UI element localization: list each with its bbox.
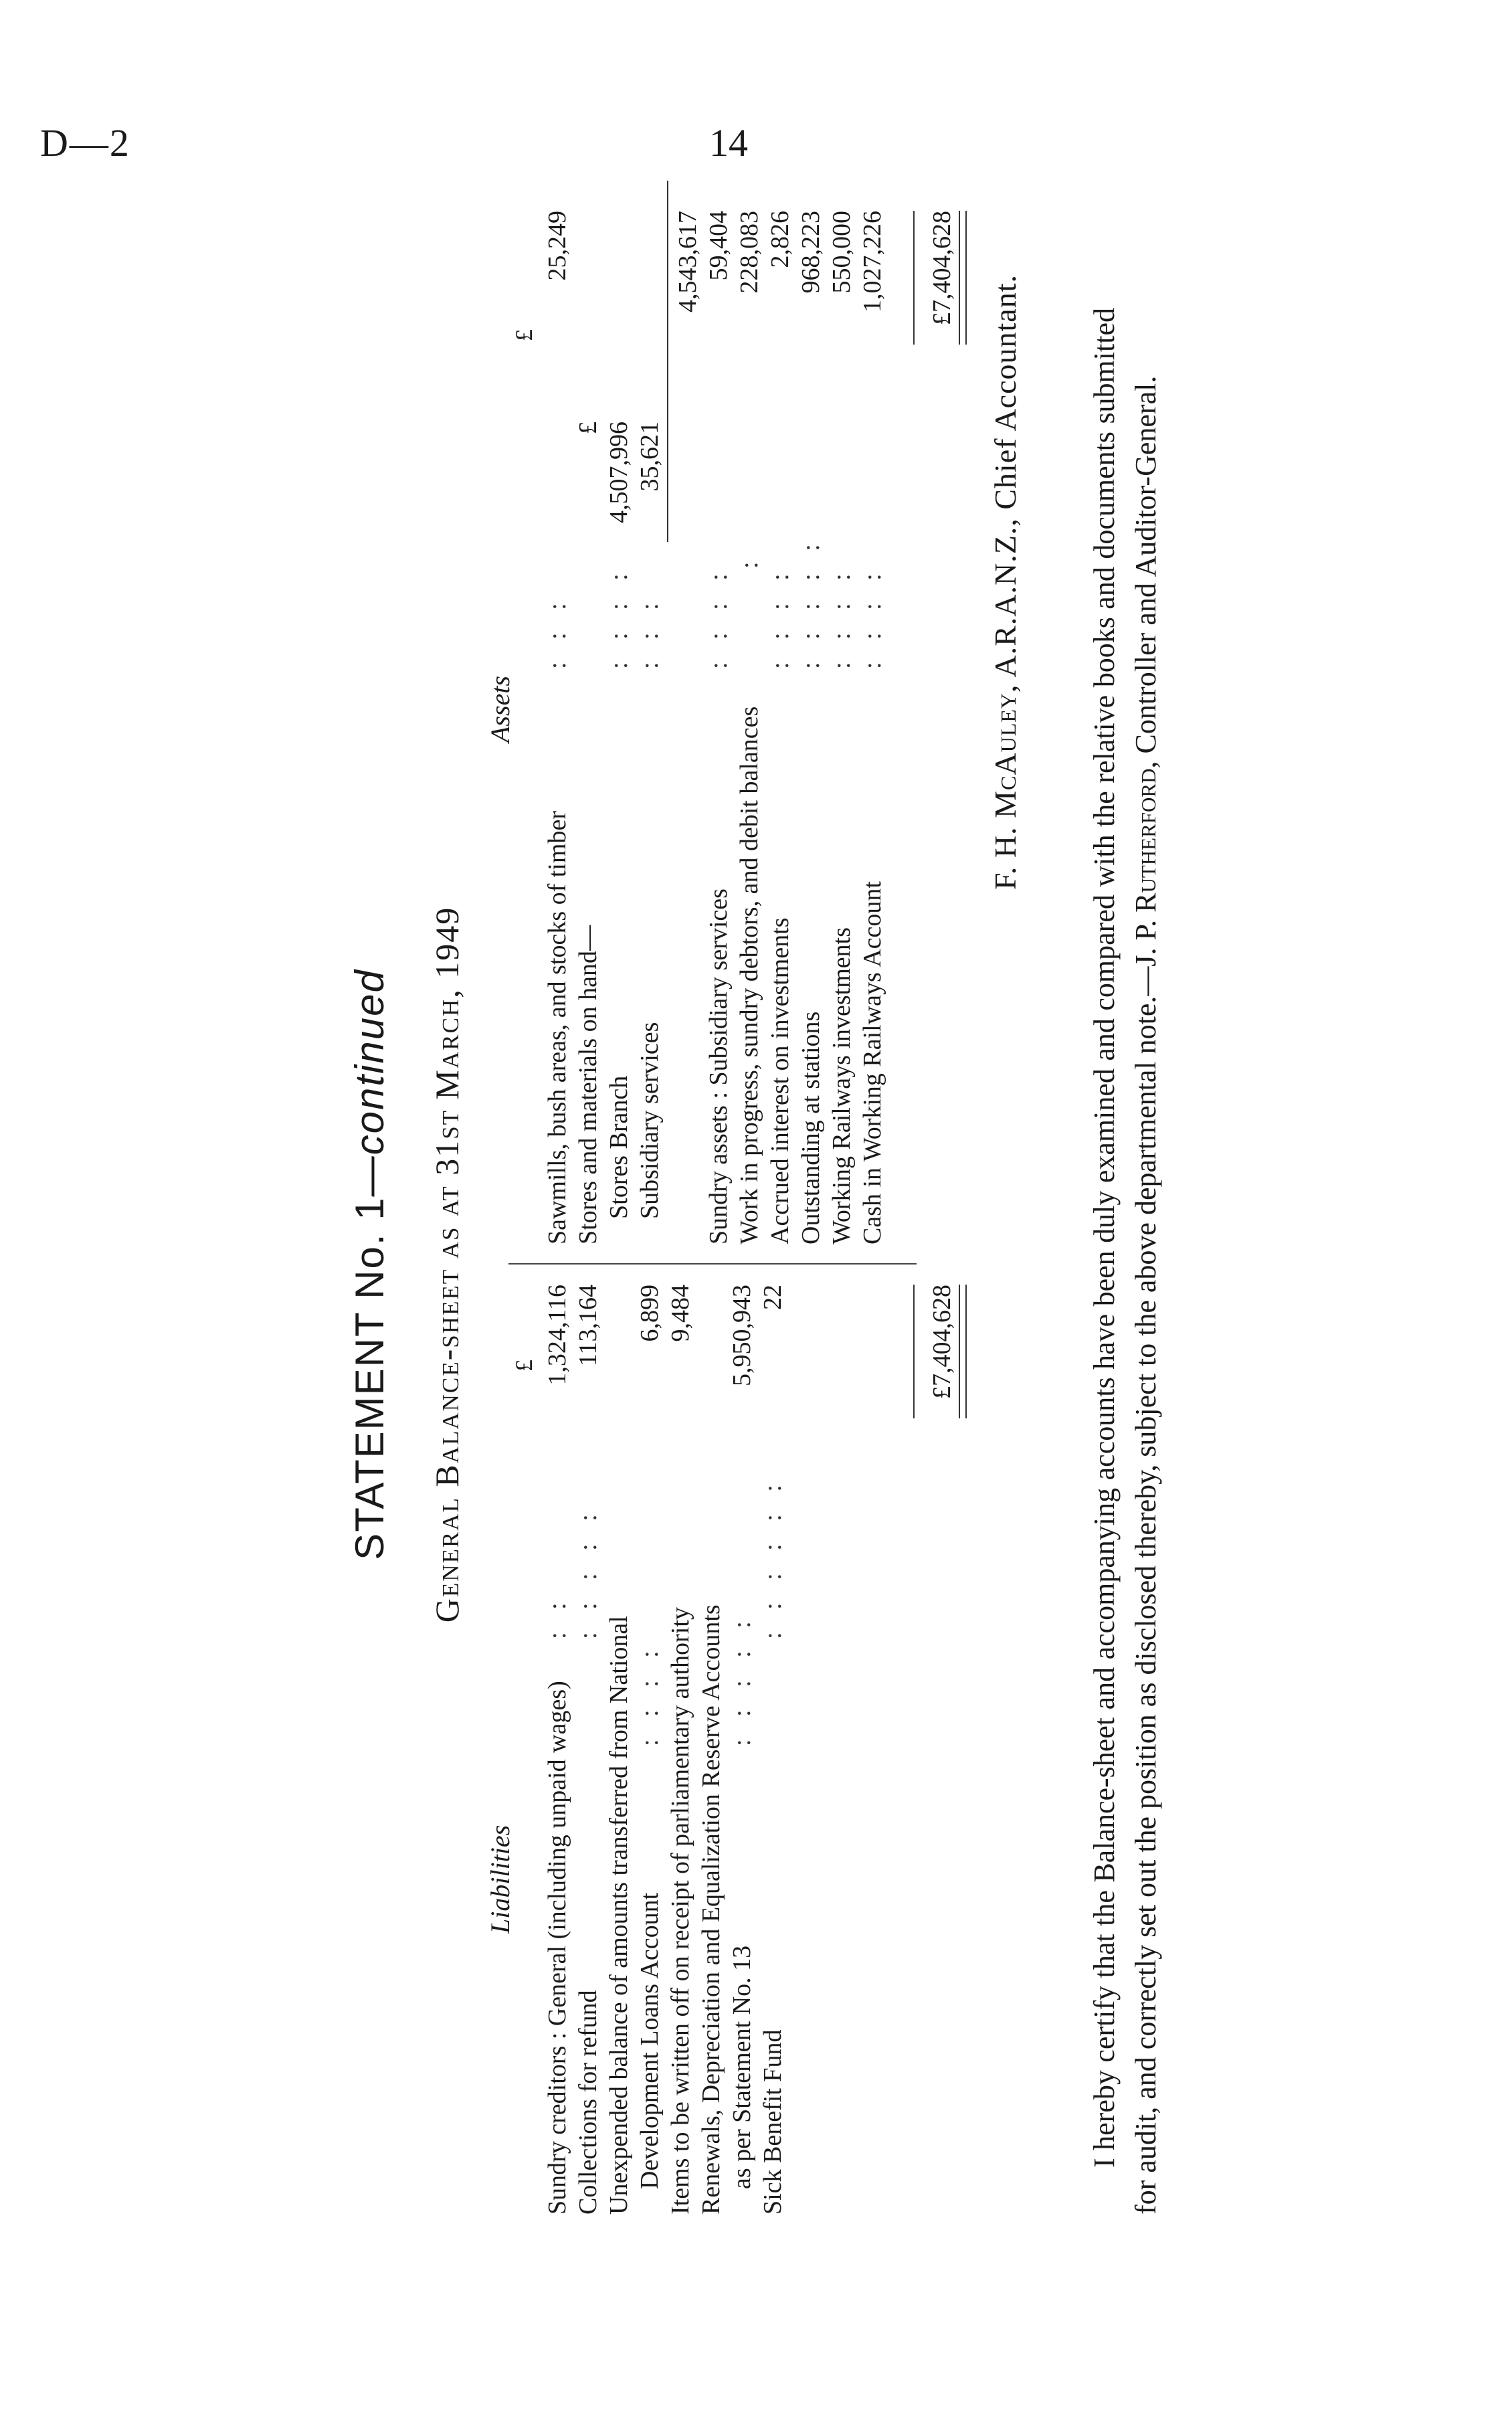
page-number: 14 [709,121,748,165]
statement-title-main: STATEMENT No. 1 [347,1196,392,1560]
assets-heading: Assets [485,676,515,743]
liabilities-heading: Liabilities [485,1825,515,1934]
leader-dots: : : : : : [728,1613,756,1746]
leader-dots: : : : : [766,565,794,669]
balance-sheet-title: General Balance-sheet as at 31st March, 1949 [428,906,466,1623]
liability-row [634,1278,665,2215]
leader-dots: : : : : : [574,1506,602,1639]
liability-row [542,1278,573,2215]
leader-dots: : : : : [858,565,886,669]
leader-dots: : : [543,1594,571,1639]
asset-label: Stores and materials on hand— [574,925,602,1244]
leader-dots: : : : [636,595,664,669]
asset-label: Stores Branch [605,1075,633,1219]
leader-dots: : : : : [704,565,733,669]
asset-row [634,201,665,1244]
asset-label: Accrued interest on investments [766,917,794,1244]
asset-amount: 4,543,617 [674,211,702,312]
liabilities-total-rule [913,1285,915,1418]
leader-dots: : : : : : : [759,1477,787,1639]
liability-amount: 1,324,116 [543,1285,571,1386]
leader-dots: : [735,553,763,569]
liability-row [727,1278,757,2215]
liability-label: Development Loans Account [636,1892,664,2189]
asset-row [542,201,573,1244]
document-reference: D—2 [40,121,130,165]
asset-subamount: 4,507,996 [605,422,633,523]
liabilities-total: £7,404,628 [928,1285,956,1399]
liability-amount: 5,950,943 [728,1285,756,1386]
asset-amount: 59,404 [704,211,733,281]
asset-row [672,201,703,1244]
liability-amount: 6,899 [636,1285,664,1342]
leader-dots: : : : [543,595,571,669]
leader-dots: : : : : [828,565,856,669]
asset-amount: 968,223 [797,211,825,294]
asset-row [734,201,765,1244]
asset-subamount: £ [574,422,602,434]
asset-amount: 25,249 [543,211,571,281]
liability-row [696,1278,727,2215]
asset-label: Sawmills, bush areas, and stocks of timber [543,810,571,1244]
liabilities-currency-symbol: £ [510,1360,537,1372]
liability-row [665,1278,696,2215]
asset-amount: 2,826 [766,211,794,268]
asset-row [603,201,634,1244]
liability-label: Sick Benefit Fund [759,2029,787,2215]
asset-label: Work in progress, sundry debtors, and debit balances [735,706,763,1244]
asset-amount: 550,000 [828,211,856,294]
liability-row [573,1278,603,2215]
asset-amount: 228,083 [735,211,763,294]
asset-row [703,201,734,1244]
asset-row [826,201,857,1244]
asset-label: Outstanding at stations [797,1011,825,1244]
liability-label: Collections for refund [574,1990,602,2215]
liability-label: Items to be written off on receipt of parliamentary authority [666,1607,694,2215]
liabilities-total-double-rule [959,1285,967,1418]
assets-total-rule [913,211,915,345]
statement-title [347,194,392,2335]
asset-label: Working Railways investments [828,927,856,1244]
liability-amount: 9,484 [666,1285,694,1342]
liability-label: as per Statement No. 13 [728,1945,756,2189]
asset-subamount: 35,621 [636,422,664,492]
liability-label: Sundry creditors : General (including unpaid wages) [543,1681,571,2215]
asset-row [765,201,795,1244]
leader-dots: : : : : [636,1643,664,1746]
liability-label: Renewals, Depreciation and Equalization Reserve Accounts [697,1604,725,2215]
statement-title-continued: —continued [347,969,392,1197]
certificate-text: I hereby certify that the Balance-sheet and accompanying accounts have been duly examined and compared with the relative books and documents submitted for audit, and correctly set out the position as disclosed thereby, subject to the above departmental note.— [1088,308,1162,2215]
asset-label: Cash in Working Railways Account [858,881,886,1244]
liability-label: Unexpended balance of amounts transferred from National [605,1616,633,2215]
auditor-name: J. P. Rutherford [1129,768,1162,967]
liability-row [603,1278,634,2215]
asset-row [795,201,826,1244]
column-divider [508,1263,917,1265]
asset-amount: 1,027,226 [858,211,886,312]
assets-total: £7,404,628 [928,211,956,325]
leader-dots: : : : : [605,565,633,669]
page-header [0,120,1512,174]
liability-amount: 113,164 [574,1285,602,1367]
asset-row [857,201,888,1244]
signature-line [990,274,1021,890]
signatory-title: , A.R.A.N.Z., Chief Accountant. [988,274,1022,693]
assets-subtotal-rule [667,181,668,542]
liability-row [757,1278,788,2215]
liability-amount: 22 [759,1285,787,1310]
assets-currency-symbol: £ [510,329,537,341]
asset-label: Subsidiary services [636,1022,664,1219]
signatory-name: F. H. McAuley [988,692,1022,890]
asset-label: Sundry assets : Subsidiary services [704,889,733,1244]
asset-row [573,201,603,1244]
auditor-title: , Controller and Auditor-General. [1129,375,1162,769]
rotated-statement-block [288,194,1224,2335]
audit-certificate [1084,308,1167,2215]
leader-dots: : : : : : [797,536,825,669]
assets-total-double-rule [959,211,967,345]
